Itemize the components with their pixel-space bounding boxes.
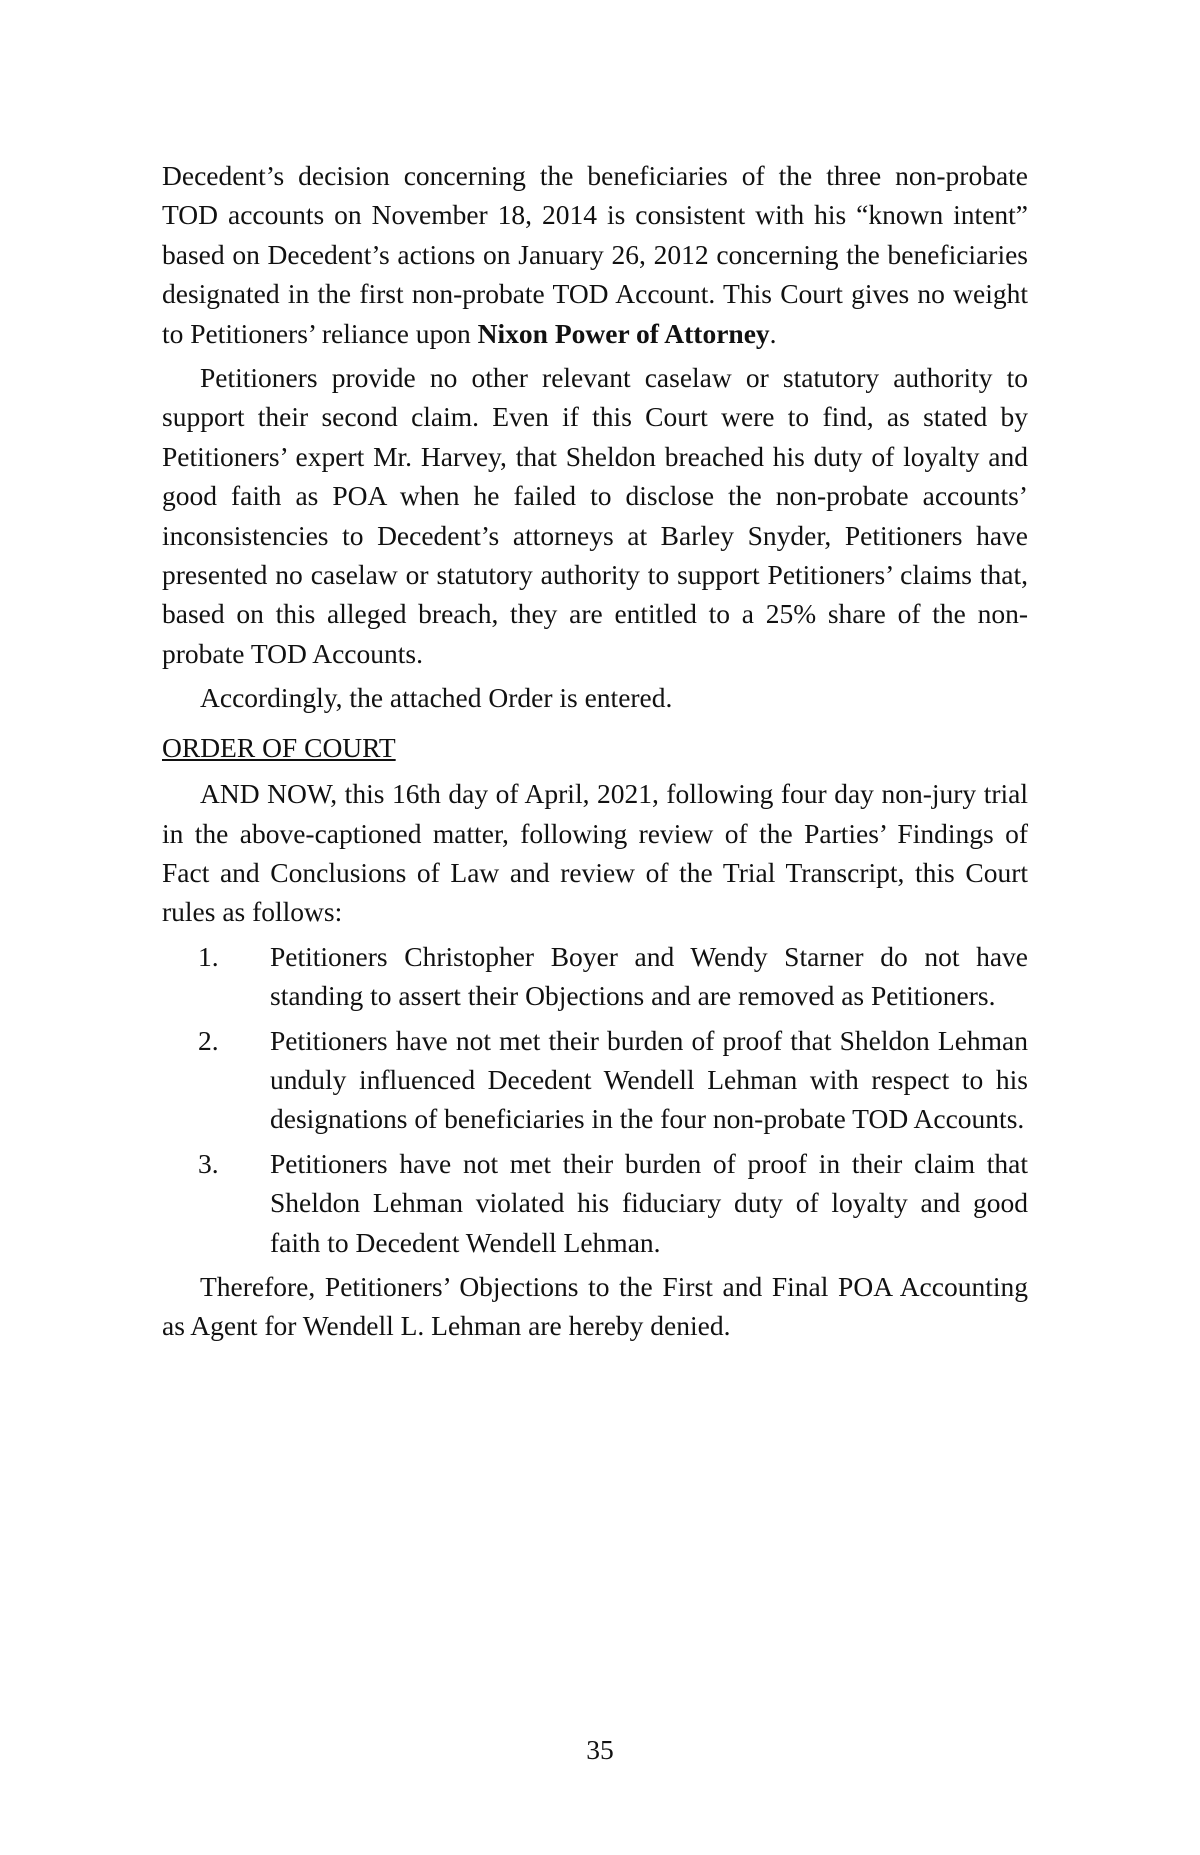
paragraph-known-intent-end: . xyxy=(769,317,777,349)
order-item xyxy=(162,937,1028,1016)
order-item xyxy=(162,1144,1028,1262)
paragraph-known-intent xyxy=(162,156,1028,353)
page-number: 35 xyxy=(586,1734,614,1765)
order-item-number: 3. xyxy=(198,1147,219,1179)
document-page xyxy=(162,156,1028,1351)
paragraph-known-intent-text: Decedent’s decision concerning the beneficiaries of the three non-probate TOD accounts on November 18, 2014 is consistent with his “known intent” based on Decedent’s actions on January 26, 2012 concerning the beneficiaries designated in the first non-probate TOD Account. This Court gives no weight to Petitioners’ reliance upon xyxy=(162,160,1028,349)
order-item-text: Petitioners have not met their burden of proof that Sheldon Lehman unduly influenced Decedent Wendell Lehman with respect to his designations of beneficiaries in the four non-probate TOD Accounts. xyxy=(270,1024,1028,1135)
order-conclusion: Therefore, Petitioners’ Objections to the First and Final POA Accounting as Agent for Wendell L. Lehman are hereby denied. xyxy=(162,1270,1028,1342)
order-item-text: Petitioners Christopher Boyer and Wendy Starner do not have standing to assert their Objections and are removed as Petitioners. xyxy=(270,940,1028,1012)
order-intro: AND NOW, this 16th day of April, 2021, following four day non-jury trial in the above-captioned matter, following review of the Parties’ Findings of Fact and Conclusions of Law and review of the Trial Transcript, this Court rules as follows: xyxy=(162,778,1028,928)
order-heading: ORDER OF COURT xyxy=(162,731,396,763)
order-item xyxy=(162,1021,1028,1139)
paragraph-order-entered: Accordingly, the attached Order is entered. xyxy=(200,682,673,714)
order-item-text: Petitioners have not met their burden of proof in their claim that Sheldon Lehman violated his fiduciary duty of loyalty and good faith to Decedent Wendell Lehman. xyxy=(270,1147,1028,1258)
paragraph-second-claim: Petitioners provide no other relevant caselaw or statutory authority to support their second claim. Even if this Court were to find, as stated by Petitioners’ expert Mr. Harvey, that Sheldon breached his duty of loyalty and good faith as POA when he failed to disclose the non-probate accounts’ inconsistencies to Decedent’s attorneys at Barley Snyder, Petitioners have presented no caselaw or statutory authority to support Petitioners’ claims that, based on this alleged breach, they are entitled to a 25% share of the non-probate TOD Accounts. xyxy=(162,362,1028,669)
order-item-number: 1. xyxy=(198,940,219,972)
order-list xyxy=(162,937,1028,1262)
order-item-number: 2. xyxy=(198,1024,219,1056)
case-citation-nixon: Nixon Power of Attorney xyxy=(477,317,770,349)
